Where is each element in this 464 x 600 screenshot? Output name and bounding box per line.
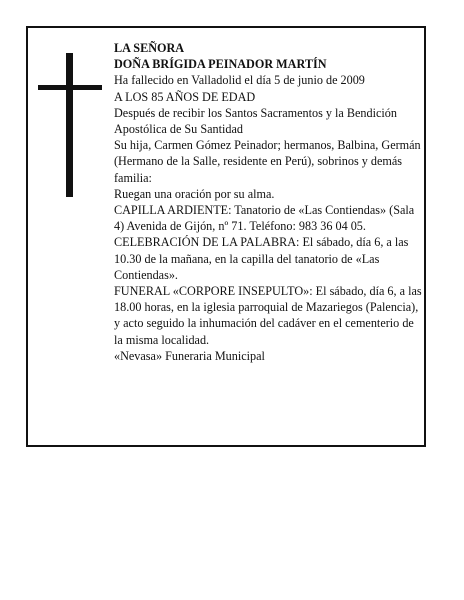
prayer-line: Ruegan una oración por su alma. — [114, 186, 275, 201]
age-line: A LOS 85 AÑOS DE EDAD — [114, 89, 256, 104]
chapel-paragraph: CAPILLA ARDIENTE: Tanatorio de «Las Contiendas» (Sala 4) Avenida de Gijón, nº 71. Teléfono: 983 36 04 05. — [114, 203, 415, 234]
family-paragraph: Su hija, Carmen Gómez Peinador; hermanos, Balbina, Germán (Hermano de la Salle, residente en Perú), sobrinos y demás familia: — [114, 138, 421, 185]
deceased-name: DOÑA BRÍGIDA PEINADOR MARTÍN — [114, 57, 327, 72]
funeral-paragraph: FUNERAL «CORPORE INSEPULTO»: El sábado, día 6, a las 18.00 horas, en la iglesia parroquial de Mazariegos (Palencia), y acto seguido la inhumación del cadáver en el cementerio de la misma localidad. — [114, 284, 422, 347]
cross-horizontal-bar — [38, 85, 102, 90]
cross-icon — [38, 53, 102, 197]
obituary-text — [114, 40, 424, 364]
celebration-paragraph: CELEBRACIÓN DE LA PALABRA: El sábado, día 6, a las 10.30 de la mañana, en la capilla del tanatorio de «Las Contiendas». — [114, 235, 409, 282]
title-line: LA SEÑORA — [114, 41, 185, 55]
sacraments-paragraph: Después de recibir los Santos Sacramentos y la Bendición Apostólica de Su Santidad — [114, 105, 397, 137]
funeral-home-line: «Nevasa» Funeraria Municipal — [114, 348, 265, 363]
death-line: Ha fallecido en Valladolid el día 5 de junio de 2009 — [114, 73, 365, 88]
cross-vertical-bar — [66, 53, 73, 197]
